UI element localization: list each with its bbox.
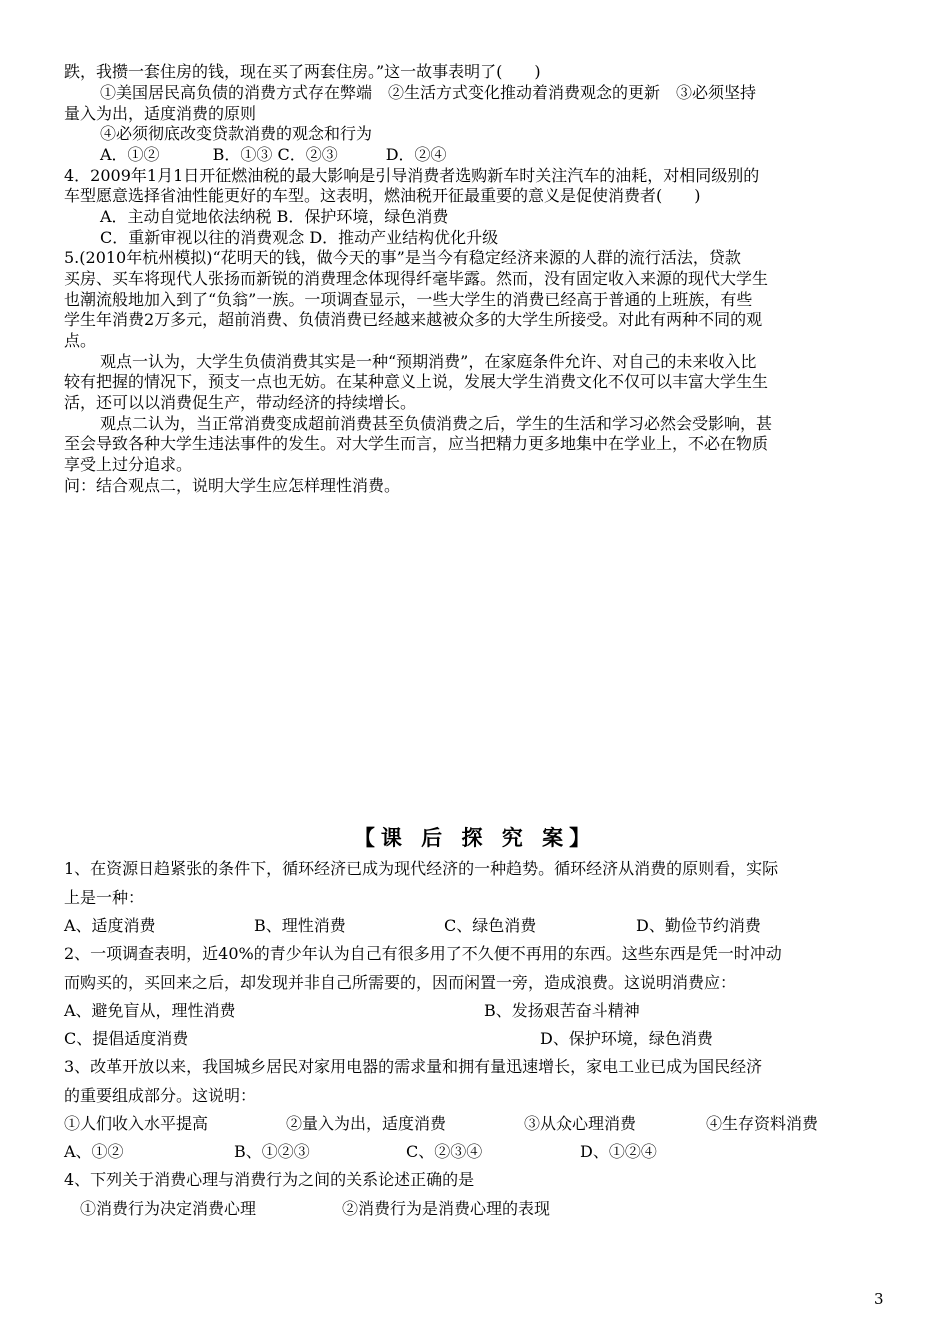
text-line: ①美国居民高负债的消费方式存在弊端 ②生活方式变化推动着消费观念的更新 ③必须坚持 (100, 83, 757, 102)
option-c: C、②③④ (406, 1142, 483, 1161)
option-d: D、①②④ (580, 1142, 657, 1161)
text-line: 也潮流般地加入到了“负翁”一族。一项调查显示，一些大学生的消费已经高于普通的上班族，有些 (64, 290, 753, 309)
text-line: 观点一认为，大学生负债消费其实是一种“预期消费”，在家庭条件允许、对自己的未来收入比 (100, 352, 757, 371)
statement-3: ③从众心理消费 (524, 1114, 637, 1133)
text-line: 至会导致各种大学生违法事件的发生。对大学生而言，应当把精力更多地集中在学业上，不必在物质 (64, 434, 769, 453)
question-2-line: 2、一项调查表明，近40%的青少年认为自己有很多用了不久便不再用的东西。这些东西是凭一时冲动 (64, 944, 782, 963)
text-line: 5.(2010年杭州模拟)“花明天的钱，做今天的事”是当今有稳定经济来源的人群的流行活法，贷款 (64, 248, 741, 267)
question-2-line: 而购买的，买回来之后，却发现并非自己所需要的，因而闲置一旁，造成浪费。这说明消费应： (64, 973, 737, 992)
option-a: A、避免盲从，理性消费 (64, 1001, 236, 1020)
text-line: ④必须彻底改变贷款消费的观念和行为 (100, 124, 373, 143)
question-3-line: 3、改革开放以来，我国城乡居民对家用电器的需求量和拥有量迅速增长，家电工业已成为国民经济 (64, 1057, 763, 1076)
text-line: A．主动自觉地依法纳税 B．保护环境，绿色消费 (100, 207, 449, 226)
option-b: B、①②③ (234, 1142, 310, 1161)
option-d: D、保护环境，绿色消费 (540, 1029, 713, 1048)
text-line: 点。 (64, 331, 97, 350)
text-line: 学生年消费2万多元，超前消费、负债消费已经越来越被众多的大学生所接受。对此有两种不同的观 (64, 310, 763, 329)
page-number: 3 (874, 1290, 884, 1308)
statement-1: ①消费行为决定消费心理 (80, 1199, 257, 1218)
statement-1: ①人们收入水平提高 (64, 1114, 209, 1133)
option-b: B、理性消费 (254, 916, 346, 935)
question-3-line: 的重要组成部分。这说明： (64, 1086, 257, 1105)
text-line: 享受上过分追求。 (64, 455, 193, 474)
text-line: 观点二认为，当正常消费变成超前消费甚至负债消费之后，学生的生活和学习必然会受影响，甚 (100, 414, 773, 433)
question-1-line: 上是一种： (64, 888, 145, 907)
statement-2: ②量入为出，适度消费 (286, 1114, 447, 1133)
question-1-line: 1、在资源日趋紧张的条件下，循环经济已成为现代经济的一种趋势。循环经济从消费的原则看，实际 (64, 859, 779, 878)
question-prompt: 问：结合观点二，说明大学生应怎样理性消费。 (64, 476, 401, 495)
text-line: 车型愿意选择省油性能更好的车型。这表明，燃油税开征最重要的意义是促使消费者( ) (64, 186, 701, 205)
text-line: C．重新审视以往的消费观念 D．推动产业结构优化升级 (100, 228, 499, 247)
statement-4: ④生存资料消费 (706, 1114, 819, 1133)
option-d: D、勤俭节约消费 (636, 916, 761, 935)
text-line: 4．2009年1月1日开征燃油税的最大影响是引导消费者选购新车时关注汽车的油耗，对相同级别的 (64, 166, 760, 185)
option-b: B、发扬艰苦奋斗精神 (484, 1001, 640, 1020)
text-line: 跌，我攒一套住房的钱，现在买了两套住房。”这一故事表明了( ) (64, 62, 541, 81)
text-line: 较有把握的情况下，预支一点也无妨。在某种意义上说，发展大学生消费文化不仅可以丰富大学生生 (64, 372, 769, 391)
option-c: C、提倡适度消费 (64, 1029, 189, 1048)
option-a: A、适度消费 (64, 916, 156, 935)
option-c: C、绿色消费 (444, 916, 537, 935)
text-line: A．①② B．①③ C．②③ D．②④ (100, 145, 447, 164)
text-line: 量入为出，适度消费的原则 (64, 104, 257, 123)
text-line: 活，还可以以消费促生产，带动经济的持续增长。 (64, 393, 417, 412)
text-line: 买房、买车将现代人张扬而新锐的消费理念体现得纤毫毕露。然而，没有固定收入来源的现代大学生 (64, 269, 769, 288)
section-title: 【课 后 探 究 案】 (353, 825, 597, 850)
option-a: A、①② (64, 1142, 124, 1161)
question-4-line: 4、下列关于消费心理与消费行为之间的关系论述正确的是 (64, 1170, 475, 1189)
statement-2: ②消费行为是消费心理的表现 (342, 1199, 551, 1218)
